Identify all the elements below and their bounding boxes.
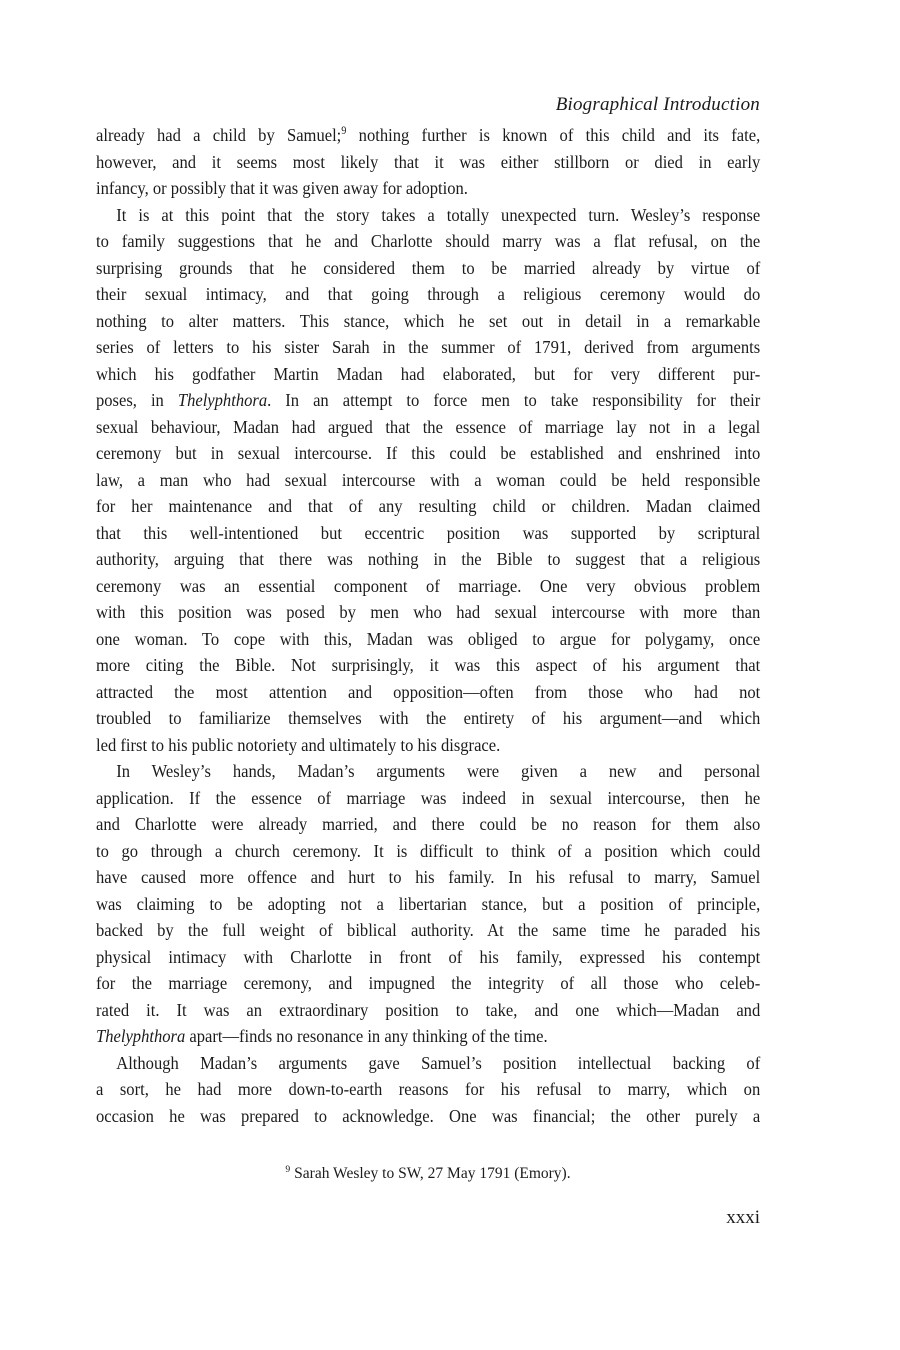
footnote-marker: 9 [285,1163,291,1175]
text-line: was claiming to be adopting not a libertarian stance, but a position of principle, [96,893,761,914]
paragraph [96,1050,760,1130]
text-line: a sort, he had more down-to-earth reasons for his refusal to marry, which on [96,1079,761,1099]
text-line: application. If the essence of marriage was indeed in sexual intercourse, then he [96,787,761,808]
body-text [96,122,760,1129]
text-line: however, and it seems most likely that it was either stillborn or died in early [96,151,761,172]
text-line: law, a man who had sexual intercourse with a woman could be held responsible [96,469,761,490]
page-number: xxxi [726,1207,760,1228]
text-line: for her maintenance and that of any resulting child or children. Madan claimed [96,496,761,516]
text-line: which his godfather Martin Madan had elaborated, but for very different pur- [96,363,761,384]
text-line: ceremony but in sexual intercourse. If this could be established and enshrined into [96,443,761,463]
text-line: infancy, or possibly that it was given away for adoption. [96,178,468,198]
text-line: more citing the Bible. Not surprisingly, it was this aspect of his argument that [96,655,761,675]
text-line: led first to his public notoriety and ultimately to his disgrace. [96,734,501,755]
text-line: and Charlotte were already married, and there could be no reason for them also [96,814,761,834]
running-header: Biographical Introduction [555,94,760,115]
text-line: to family suggestions that he and Charlotte should marry was a flat refusal, on the [96,231,761,251]
text-line: physical intimacy with Charlotte in front of his family, expressed his contempt [96,946,761,967]
text-line: with this position was posed by men who had sexual intercourse with more than [96,602,761,622]
text-line: to go through a church ceremony. It is difficult to think of a position which could [96,840,761,861]
text-line: ceremony was an essential component of marriage. One very obvious problem [96,575,761,596]
text-line: Thelyphthora apart—finds no resonance in any thinking of the time. [96,1026,548,1046]
text-line: In Wesley’s hands, Madan’s arguments were given a new and personal [116,761,761,781]
text-line: series of letters to his sister Sarah in the summer of 1791, derived from arguments [96,337,761,357]
text-line: already had a child by Samuel;$^9$ nothing further is known of this child and its fate, [96,125,761,145]
text-line: their sexual intimacy, and that going through a religious ceremony would do [96,284,761,304]
text-line: that this well-intentioned but eccentric position was supported by scriptural [96,522,761,543]
text-line: one woman. To cope with this, Madan was obliged to argue for polygamy, once [96,628,761,649]
paragraph [96,758,760,1050]
text-line: It is at this point that the story takes a totally unexpected turn. Wesley’s response [116,204,761,225]
text-line: backed by the full weight of biblical authority. At the same time he paraded his [96,920,761,940]
text-line: rated it. It was an extraordinary position to take, and one which—Madan and [96,999,761,1020]
text-line: poses, in Thelyphthora. In an attempt to force men to take responsibility for their [96,390,761,410]
text-line: occasion he was prepared to acknowledge. One was financial; the other purely a [96,1105,761,1126]
paragraph [96,202,760,759]
text-line: surprising grounds that he considered them to be married already by virtue of [96,257,761,278]
text-line: attracted the most attention and opposition—often from those who had not [96,681,761,702]
text-line: authority, arguing that there was nothing in the Bible to suggest that a religious [96,549,761,569]
text-line: Although Madan’s arguments gave Samuel’s position intellectual backing of [116,1052,761,1073]
text-line: for the marriage ceremony, and impugned the integrity of all those who celeb- [96,973,761,993]
footnote-text: Sarah Wesley to SW, 27 May 1791 (Emory). [294,1165,571,1182]
text-line: sexual behaviour, Madan had argued that the essence of marriage lay not in a legal [96,416,761,437]
text-line: nothing to alter matters. This stance, which he set out in detail in a remarkable [96,310,761,331]
paragraph [96,122,760,202]
text-line: troubled to familiarize themselves with the entirety of his argument—and which [96,708,761,728]
footnote [96,1164,760,1184]
text-line: have caused more offence and hurt to his family. In his refusal to marry, Samuel [96,867,761,887]
